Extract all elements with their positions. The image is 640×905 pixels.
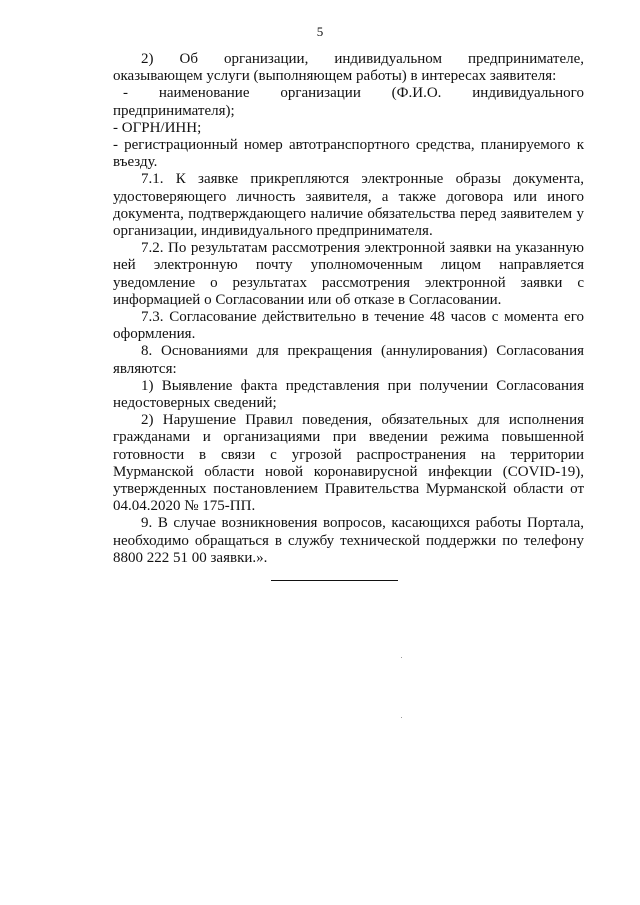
list-item-vehicle-number: - регистрационный номер автотранспортного средства, планируемого к въезду. <box>113 137 584 171</box>
list-item-organization-name-continuation: предпринимателя); <box>113 102 235 119</box>
paragraph-7-2: 7.2. По результатам рассмотрения электронной заявки на указанную ней электронную почту уполномоченным лицом направляется уведомление о результатах рассмотрения электронной заявки с информацией о Согласовании или об отказе в Согласовании. <box>113 240 584 308</box>
list-item-ogrn-inn: - ОГРН/ИНН; <box>113 119 202 136</box>
end-of-text-rule <box>271 580 398 581</box>
paragraph-8-item-1: 1) Выявление факта представления при получении Согласования недостоверных сведений; <box>113 377 584 412</box>
list-item-organization-name <box>113 85 584 102</box>
paragraph-8-item-2: 2) Нарушение Правил поведения, обязательных для исполнения гражданами и организациями при введении режима повышенной готовности в связи с угрозой распространения на территории Мурманской области новой коронавирусной инфекции (COVID-19), утвержденных постановлением Правительства Мурманской области от 04.04.2020 № 175-ПП. <box>113 412 584 515</box>
paragraph-7-1: 7.1. К заявке прикрепляются электронные образы документа, удостоверяющего личность заявителя, а также договора или иного документа, подтверждающего наличие обязательства перед заявителем у организации, индивидуального предпринимателя. <box>113 171 584 240</box>
paragraph-8: 8. Основаниями для прекращения (аннулирования) Согласования являются: <box>113 343 584 377</box>
name-item-word: индивидуального <box>472 85 584 102</box>
document-body <box>113 51 584 567</box>
paragraph-7-3: 7.3. Согласование действительно в течение 48 часов с момента его оформления. <box>113 309 584 343</box>
dash-marker: - <box>123 85 128 102</box>
page-number: 5 <box>316 24 324 39</box>
name-item-word: (Ф.И.О. <box>391 85 442 102</box>
scan-speck <box>401 717 402 718</box>
paragraph-9: 9. В случае возникновения вопросов, касающихся работы Портала, необходимо обращаться в службу технической поддержки по телефону 8800 222 51 00 заявки.». <box>113 515 584 566</box>
paragraph-item-2-organization: 2) Об организации, индивидуальном предпринимателе, оказывающем услуги (выполняющем работы) в интересах заявителя: <box>113 51 584 85</box>
name-item-word: наименование <box>158 85 250 102</box>
scan-speck <box>401 657 402 658</box>
name-item-word: организации <box>280 85 361 102</box>
